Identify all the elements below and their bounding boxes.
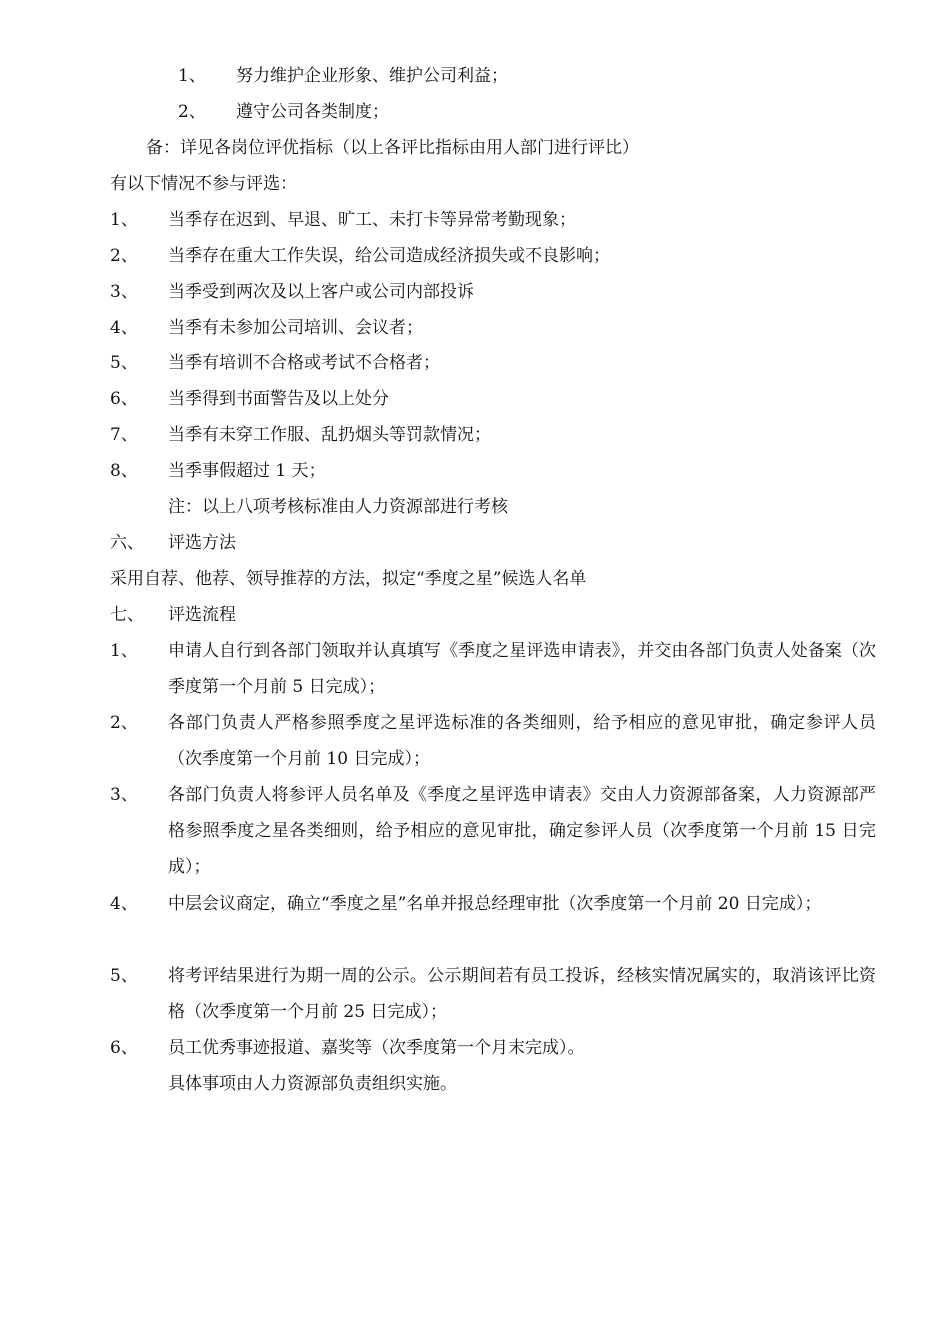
exclusion-text: 当季有未穿工作服、乱扔烟头等罚款情况； (168, 425, 491, 445)
exclusion-number: 6、 (110, 389, 138, 409)
step-text: 中层会议商定，确立“季度之星”名单并报总经理审批（次季度第一个月前 20 日完成）； (168, 894, 822, 914)
exclusion-heading: 有以下情况不参与评选： (110, 174, 297, 194)
step-text: 各部门负责人严格参照季度之星评选标准的各类细则，给予相应的意见审批，确定参评人员（次季度第一个月前 10 日完成）； (168, 713, 876, 769)
intro-item-number: 2、 (178, 102, 206, 122)
exclusion-text: 当季有未参加公司培训、会议者； (168, 318, 423, 338)
exclusion-text: 当季存在重大工作失误，给公司造成经济损失或不良影响； (168, 246, 610, 266)
section-title: 评选流程 (168, 605, 236, 625)
step-number: 3、 (110, 785, 138, 805)
section-number: 六、 (110, 533, 144, 553)
step-number: 5、 (110, 966, 138, 986)
exclusion-number: 2、 (110, 246, 138, 266)
step-number: 2、 (110, 713, 138, 733)
step-text: 将考评结果进行为期一周的公示。公示期间若有员工投诉，经核实情况属实的，取消该评比资格（次季度第一个月前 25 日完成）； (168, 966, 876, 1022)
exclusion-number: 5、 (110, 353, 138, 373)
exclusion-text: 当季受到两次及以上客户或公司内部投诉 (168, 282, 474, 302)
criteria-note: 备：详见各岗位评优指标（以上各评比指标由用人部门进行评比） (146, 138, 639, 158)
step-text: 员工优秀事迹报道、嘉奖等（次季度第一个月末完成）。 (168, 1038, 585, 1058)
exclusion-number: 1、 (110, 210, 138, 230)
closing-text: 具体事项由人力资源部负责组织实施。 (168, 1074, 457, 1094)
method-text: 采用自荐、他荐、领导推荐的方法，拟定“季度之星”候选人名单 (110, 569, 587, 589)
exclusion-text: 当季存在迟到、早退、旷工、未打卡等异常考勤现象； (168, 210, 576, 230)
intro-item-text: 遵守公司各类制度； (236, 102, 389, 122)
intro-item-number: 1、 (178, 66, 206, 86)
exclusion-number: 7、 (110, 425, 138, 445)
step-text: 各部门负责人将参评人员名单及《季度之星评选申请表》交由人力资源部备案，人力资源部严格参照季度之星各类细则，给予相应的意见审批，确定参评人员（次季度第一个月前 15 日完成）； (168, 785, 876, 877)
exclusion-note: 注：以上八项考核标准由人力资源部进行考核 (168, 497, 508, 517)
exclusion-text: 当季事假超过 1 天； (168, 461, 326, 481)
step-text: 申请人自行到各部门领取并认真填写《季度之星评选申请表》，并交由各部门负责人处备案（次季度第一个月前 5 日完成）； (168, 641, 876, 697)
step-number: 6、 (110, 1038, 138, 1058)
step-number: 1、 (110, 641, 138, 661)
exclusion-text: 当季得到书面警告及以上处分 (168, 389, 389, 409)
exclusion-number: 4、 (110, 318, 138, 338)
exclusion-text: 当季有培训不合格或考试不合格者； (168, 353, 440, 373)
step-number: 4、 (110, 894, 138, 914)
exclusion-number: 3、 (110, 282, 138, 302)
section-number: 七、 (110, 605, 144, 625)
section-title: 评选方法 (168, 533, 236, 553)
exclusion-number: 8、 (110, 461, 138, 481)
intro-item-text: 努力维护企业形象、维护公司利益； (236, 66, 508, 86)
